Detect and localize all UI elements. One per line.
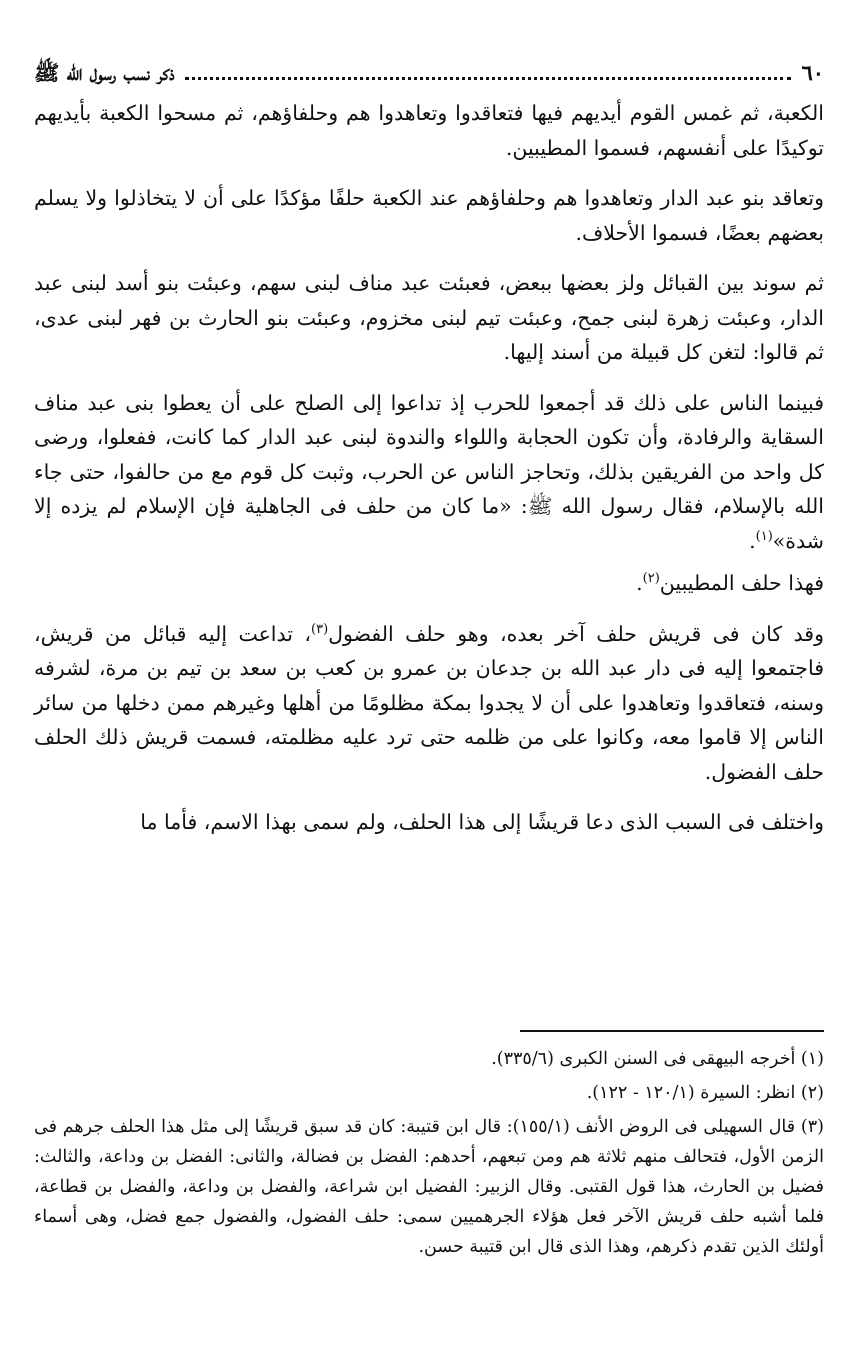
chapter-title: ذكر نسب رسول الله ﷺ	[34, 60, 175, 85]
main-text	[34, 96, 824, 856]
footnote-marker-3: (٣)	[311, 621, 329, 637]
paragraph-4	[34, 386, 824, 559]
paragraph-6	[34, 617, 824, 790]
footnote-marker-2: (٢)	[642, 571, 660, 587]
paragraph-text: وقد كان فى قريش حلف آخر بعده، وهو حلف الفضول	[328, 621, 824, 646]
paragraph-1	[34, 96, 824, 165]
paragraph-2	[34, 181, 824, 250]
footnote-separator	[520, 1030, 824, 1032]
paragraph-text: الكعبة، ثم غمس القوم أيديهم فيها فتعاقدوا وتعاهدوا هم وحلفاؤهم، ثم مسحوا الكعبة بأيديهم توكيدًا على أنفسهم، فسموا المطيبين.	[34, 101, 824, 160]
paragraph-5	[34, 566, 824, 601]
footnote-3: (٣) قال السهيلى فى الروض الأنف (١٥٥/١): قال ابن قتيبة: كان قد سبق قريشًا إلى مثل هذا الحلف جرهم فى الزمن الأول، فتحالف منهم ثلاثة هم ومن تبعهم، أحدهم: الفضل بن فضالة، والثانى: الفضل بن وداعة، والثالث: فضيل بن الحارث، هذا قول القتبى. وقال الزبير: الفضيل ابن شراعة، والفضل بن وداعة، والفضل بن قطاعة، فلما أشبه حلف قريش الآخر فعل هؤلاء الجرهميين سمى: حلف الفضول، والفضول جمع فضل، وهى أسماء أولئك الذين تقدم ذكرهم، وهذا الذى قال ابن قتيبة حسن.	[34, 1117, 824, 1257]
paragraph-3	[34, 266, 824, 370]
running-header	[34, 58, 824, 88]
paragraph-tail: .	[749, 528, 756, 553]
footnote-marker-1: (١)	[755, 528, 773, 544]
paragraph-text: ثم سوند بين القبائل ولز بعضها ببعض، فعبئت عبد مناف لبنى سهم، وعبئت بنو أسد لبنى عبد الدار، وعبئت زهرة لبنى جمح، وعبئت تيم لبنى مخزوم، وعبئت بنو الحارث بن فهر لبنى عدى، ثم قالوا: لتغن كل قبيلة من أسند إليها.	[34, 271, 824, 364]
paragraph-tail: .	[636, 571, 643, 595]
header-dotted-leader	[185, 77, 792, 80]
paragraph-text: واختلف فى السبب الذى دعا قريشًا إلى هذا الحلف، ولم سمى بهذا الاسم، فأما ما	[140, 810, 824, 834]
paragraph-text: وتعاقد بنو عبد الدار وتعاهدوا هم وحلفاؤهم عند الكعبة حلفًا مؤكدًا على أن لا يتخاذلوا ولا يسلم بعضهم بعضًا، فسموا الأحلاف.	[34, 186, 824, 245]
footnotes	[34, 1044, 824, 1266]
paragraph-text: فهذا حلف المطيبين	[659, 571, 824, 595]
footnote-2: (٢) انظر: السيرة (١٢٠/١ - ١٢٢).	[586, 1083, 824, 1103]
paragraph-tail: ، تداعت إليه قبائل من قريش، فاجتمعوا إليه فى دار عبد الله بن جدعان بن عمرو بن كعب بن سعد بن تيم بن مرة، لشرفه وسنه، فتعاقدوا وتعاهدوا على أن لا يجدوا بمكة مظلومًا من أهلها وغيرهم ممن دخلها من سائر الناس إلا قاموا معه، وكانوا على من ظلمه حتى ترد عليه مظلمته، فسمت قريش ذلك الحلف حلف الفضول.	[34, 621, 824, 784]
footnote-1: (١) أخرجه البيهقى فى السنن الكبرى (٣٣٥/٦).	[491, 1049, 824, 1069]
page-number: ٦٠	[801, 60, 824, 85]
paragraph-text: فبينما الناس على ذلك قد أجمعوا للحرب إذ تداعوا إلى الصلح على أن يعطوا بنى عبد مناف السقاية والرفادة، وأن تكون الحجابة واللواء والندوة لبنى عبد الدار كما كانت، ففعلوا، ورضى كل واحد من الفريقين بذلك، وتحاجز الناس عن الحرب، وثبت كل قوم مع من حالفوا، حتى جاء الله بالإسلام، فقال رسول الله ﷺ: «ما كان من حلف فى الجاهلية فإن الإسلام لم يزده إلا شدة»	[34, 390, 824, 553]
paragraph-7	[34, 805, 824, 840]
